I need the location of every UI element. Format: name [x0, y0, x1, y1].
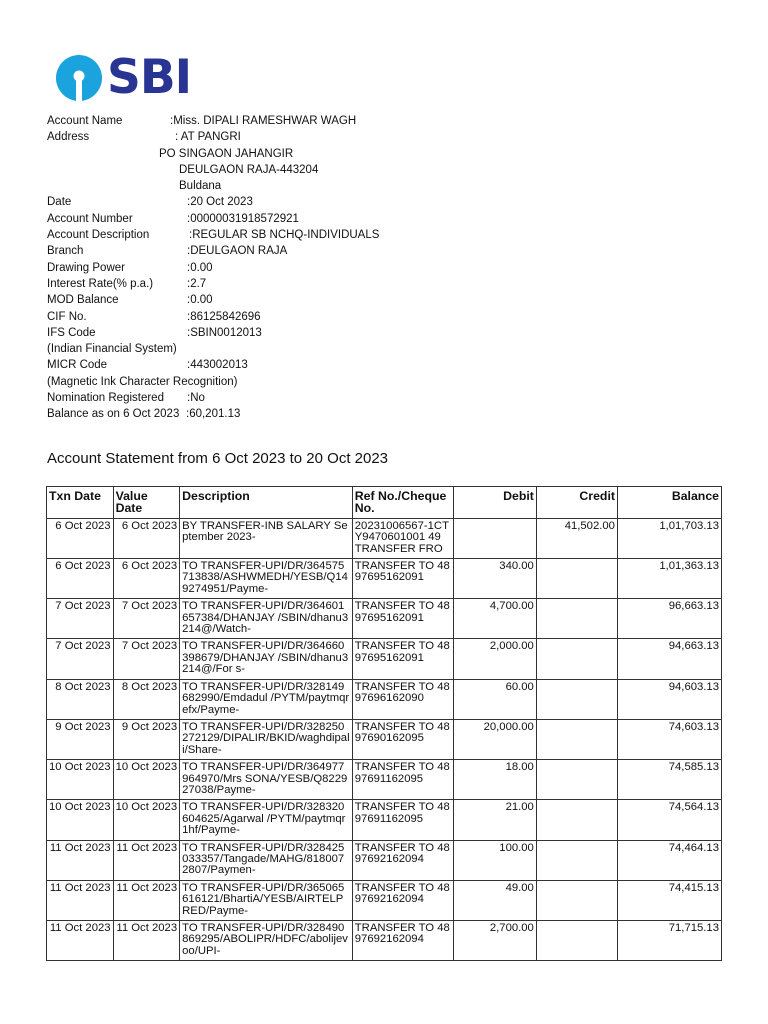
ref-no-cell: TRANSFER TO 4897692162094 — [352, 840, 453, 880]
txn-date-cell: 7 Oct 2023 — [47, 639, 114, 679]
account-info-value: :60,201.13 — [186, 408, 241, 421]
value-date-cell: 10 Oct 2023 — [113, 800, 180, 840]
description-cell: TO TRANSFER-UPI/DR/328425033357/Tangade/MAHG/8180072807/Paymen- — [180, 840, 353, 880]
balance-cell: 74,603.13 — [617, 719, 721, 759]
account-info-value: : AT PANGRI — [175, 131, 241, 144]
sbi-logo — [55, 50, 192, 105]
table-header-row — [47, 487, 722, 519]
credit-cell — [536, 840, 617, 880]
balance-cell: 1,01,703.13 — [617, 518, 721, 558]
debit-cell: 340.00 — [453, 559, 536, 599]
account-info-label: Drawing Power — [47, 261, 125, 274]
account-info-value: :0.00 — [187, 294, 213, 307]
statement-title: Account Statement from 6 Oct 2023 to 20 Oct 2023 — [47, 450, 389, 467]
description-cell: BY TRANSFER-INB SALARY September 2023- — [180, 518, 353, 558]
txn-date-cell: 6 Oct 2023 — [47, 559, 114, 599]
col-balance: Balance — [617, 487, 721, 519]
balance-cell: 96,663.13 — [617, 599, 721, 639]
description-cell: TO TRANSFER-UPI/DR/365065616121/BhartiA/YESB/AIRTELPRED/Payme- — [180, 880, 353, 920]
credit-cell — [536, 559, 617, 599]
value-date-cell: 7 Oct 2023 — [113, 599, 180, 639]
debit-cell: 60.00 — [453, 679, 536, 719]
table-row — [47, 599, 722, 639]
account-info-value: :REGULAR SB NCHQ-INDIVIDUALS — [189, 229, 380, 242]
brand-name: SBI — [107, 50, 192, 105]
txn-date-cell: 6 Oct 2023 — [47, 518, 114, 558]
txn-date-cell: 8 Oct 2023 — [47, 679, 114, 719]
ref-no-cell: TRANSFER TO 4897696162090 — [352, 679, 453, 719]
transactions-table — [46, 486, 722, 961]
balance-cell: 1,01,363.13 — [617, 559, 721, 599]
credit-cell: 41,502.00 — [536, 518, 617, 558]
ref-no-cell: TRANSFER TO 4897691162095 — [352, 760, 453, 800]
account-info-label: Account Number — [47, 212, 133, 225]
debit-cell: 2,000.00 — [453, 639, 536, 679]
ref-no-cell: TRANSFER TO 4897695162091 — [352, 639, 453, 679]
table-row — [47, 639, 722, 679]
debit-cell: 49.00 — [453, 880, 536, 920]
debit-cell: 100.00 — [453, 840, 536, 880]
credit-cell — [536, 719, 617, 759]
balance-cell: 94,603.13 — [617, 679, 721, 719]
table-row — [47, 679, 722, 719]
account-info-value: :SBIN0012013 — [187, 326, 262, 339]
account-info-value: :20 Oct 2023 — [187, 196, 253, 209]
value-date-cell: 6 Oct 2023 — [113, 559, 180, 599]
ref-no-cell: TRANSFER TO 4897691162095 — [352, 800, 453, 840]
credit-cell — [536, 599, 617, 639]
account-info-value: :No — [187, 392, 205, 405]
description-cell: TO TRANSFER-UPI/DR/328490869295/ABOLIPR/HDFC/abolijevoo/UPI- — [180, 921, 353, 961]
account-info-label: Balance as on 6 Oct 2023 — [47, 408, 180, 421]
debit-cell: 21.00 — [453, 800, 536, 840]
account-info-value: PO SINGAON JAHANGIR — [159, 147, 294, 160]
debit-cell: 2,700.00 — [453, 921, 536, 961]
table-row — [47, 760, 722, 800]
sbi-keyhole-icon — [55, 54, 103, 102]
table-row — [47, 559, 722, 599]
account-info-value: :86125842696 — [187, 310, 261, 323]
account-info-label: Date — [47, 196, 72, 209]
value-date-cell: 9 Oct 2023 — [113, 719, 180, 759]
ref-no-cell: 20231006567-1CTY9470601001 49 TRANSFER FRO — [352, 518, 453, 558]
balance-cell: 74,415.13 — [617, 880, 721, 920]
description-cell: TO TRANSFER-UPI/DR/364977964970/Mrs SONA/YESB/Q822927038/Payme- — [180, 760, 353, 800]
description-cell: TO TRANSFER-UPI/DR/328320604625/Agarwal /PYTM/paytmqr1hf/Payme- — [180, 800, 353, 840]
value-date-cell: 11 Oct 2023 — [113, 921, 180, 961]
balance-cell: 74,464.13 — [617, 840, 721, 880]
debit-cell — [453, 518, 536, 558]
col-ref-no: Ref No./Cheque No. — [352, 487, 453, 519]
value-date-cell: 11 Oct 2023 — [113, 840, 180, 880]
description-cell: TO TRANSFER-UPI/DR/328250272129/DIPALIR/BKID/waghdipali/Share- — [180, 719, 353, 759]
account-info-label: CIF No. — [47, 310, 87, 323]
account-info-value: Buldana — [179, 180, 222, 193]
col-credit: Credit — [536, 487, 617, 519]
account-info-value: :DEULGAON RAJA — [187, 245, 288, 258]
txn-date-cell: 7 Oct 2023 — [47, 599, 114, 639]
account-info-value: :0.00 — [187, 261, 213, 274]
balance-cell: 71,715.13 — [617, 921, 721, 961]
ref-no-cell: TRANSFER TO 4897692162094 — [352, 880, 453, 920]
account-info-value: :2.7 — [187, 277, 207, 290]
account-info-label: Account Description — [47, 229, 150, 242]
col-value-date: Value Date — [113, 487, 180, 519]
table-row — [47, 880, 722, 920]
account-info-label: Branch — [47, 245, 84, 258]
table-row — [47, 840, 722, 880]
description-cell: TO TRANSFER-UPI/DR/328149682990/Emdadul /PYTM/paytmqrefx/Payme- — [180, 679, 353, 719]
ref-no-cell: TRANSFER TO 4897695162091 — [352, 559, 453, 599]
txn-date-cell: 11 Oct 2023 — [47, 840, 114, 880]
description-cell: TO TRANSFER-UPI/DR/364575713838/ASHWMEDH/YESB/Q149274951/Payme- — [180, 559, 353, 599]
description-cell: TO TRANSFER-UPI/DR/364660398679/DHANJAY /SBIN/dhanu3214@/For s- — [180, 639, 353, 679]
balance-cell: 94,663.13 — [617, 639, 721, 679]
account-info-label: (Magnetic Ink Character Recognition) — [47, 375, 238, 388]
txn-date-cell: 10 Oct 2023 — [47, 760, 114, 800]
debit-cell: 18.00 — [453, 760, 536, 800]
description-cell: TO TRANSFER-UPI/DR/364601657384/DHANJAY /SBIN/dhanu3214@/Watch- — [180, 599, 353, 639]
credit-cell — [536, 639, 617, 679]
ref-no-cell: TRANSFER TO 4897692162094 — [352, 921, 453, 961]
account-info-label: MOD Balance — [47, 294, 119, 307]
table-row — [47, 518, 722, 558]
balance-cell: 74,564.13 — [617, 800, 721, 840]
value-date-cell: 10 Oct 2023 — [113, 760, 180, 800]
account-info-value: :00000031918572921 — [187, 212, 299, 225]
balance-cell: 74,585.13 — [617, 760, 721, 800]
value-date-cell: 6 Oct 2023 — [113, 518, 180, 558]
value-date-cell: 11 Oct 2023 — [113, 880, 180, 920]
account-info-label: Interest Rate(% p.a.) — [47, 277, 154, 290]
account-info-value: :443002013 — [187, 359, 248, 372]
credit-cell — [536, 679, 617, 719]
txn-date-cell: 11 Oct 2023 — [47, 921, 114, 961]
credit-cell — [536, 760, 617, 800]
ref-no-cell: TRANSFER TO 4897695162091 — [352, 599, 453, 639]
debit-cell: 4,700.00 — [453, 599, 536, 639]
txn-date-cell: 10 Oct 2023 — [47, 800, 114, 840]
value-date-cell: 8 Oct 2023 — [113, 679, 180, 719]
col-txn-date: Txn Date — [47, 487, 114, 519]
account-info-value: DEULGAON RAJA-443204 — [179, 163, 319, 176]
credit-cell — [536, 921, 617, 961]
col-debit: Debit — [453, 487, 536, 519]
col-description: Description — [180, 487, 353, 519]
table-row — [47, 800, 722, 840]
account-info-value: :Miss. DIPALI RAMESHWAR WAGH — [170, 115, 357, 127]
account-info-label: MICR Code — [47, 359, 108, 372]
debit-cell: 20,000.00 — [453, 719, 536, 759]
table-row — [47, 719, 722, 759]
account-info-label: IFS Code — [47, 326, 96, 339]
ref-no-cell: TRANSFER TO 4897690162095 — [352, 719, 453, 759]
table-row — [47, 921, 722, 961]
txn-date-cell: 11 Oct 2023 — [47, 880, 114, 920]
account-info-label: (Indian Financial System) — [47, 343, 177, 356]
credit-cell — [536, 800, 617, 840]
credit-cell — [536, 880, 617, 920]
account-info-label: Nomination Registered — [47, 392, 164, 405]
account-info-label: Address — [47, 131, 90, 144]
account-info-label: Account Name — [47, 115, 123, 127]
txn-date-cell: 9 Oct 2023 — [47, 719, 114, 759]
value-date-cell: 7 Oct 2023 — [113, 639, 180, 679]
